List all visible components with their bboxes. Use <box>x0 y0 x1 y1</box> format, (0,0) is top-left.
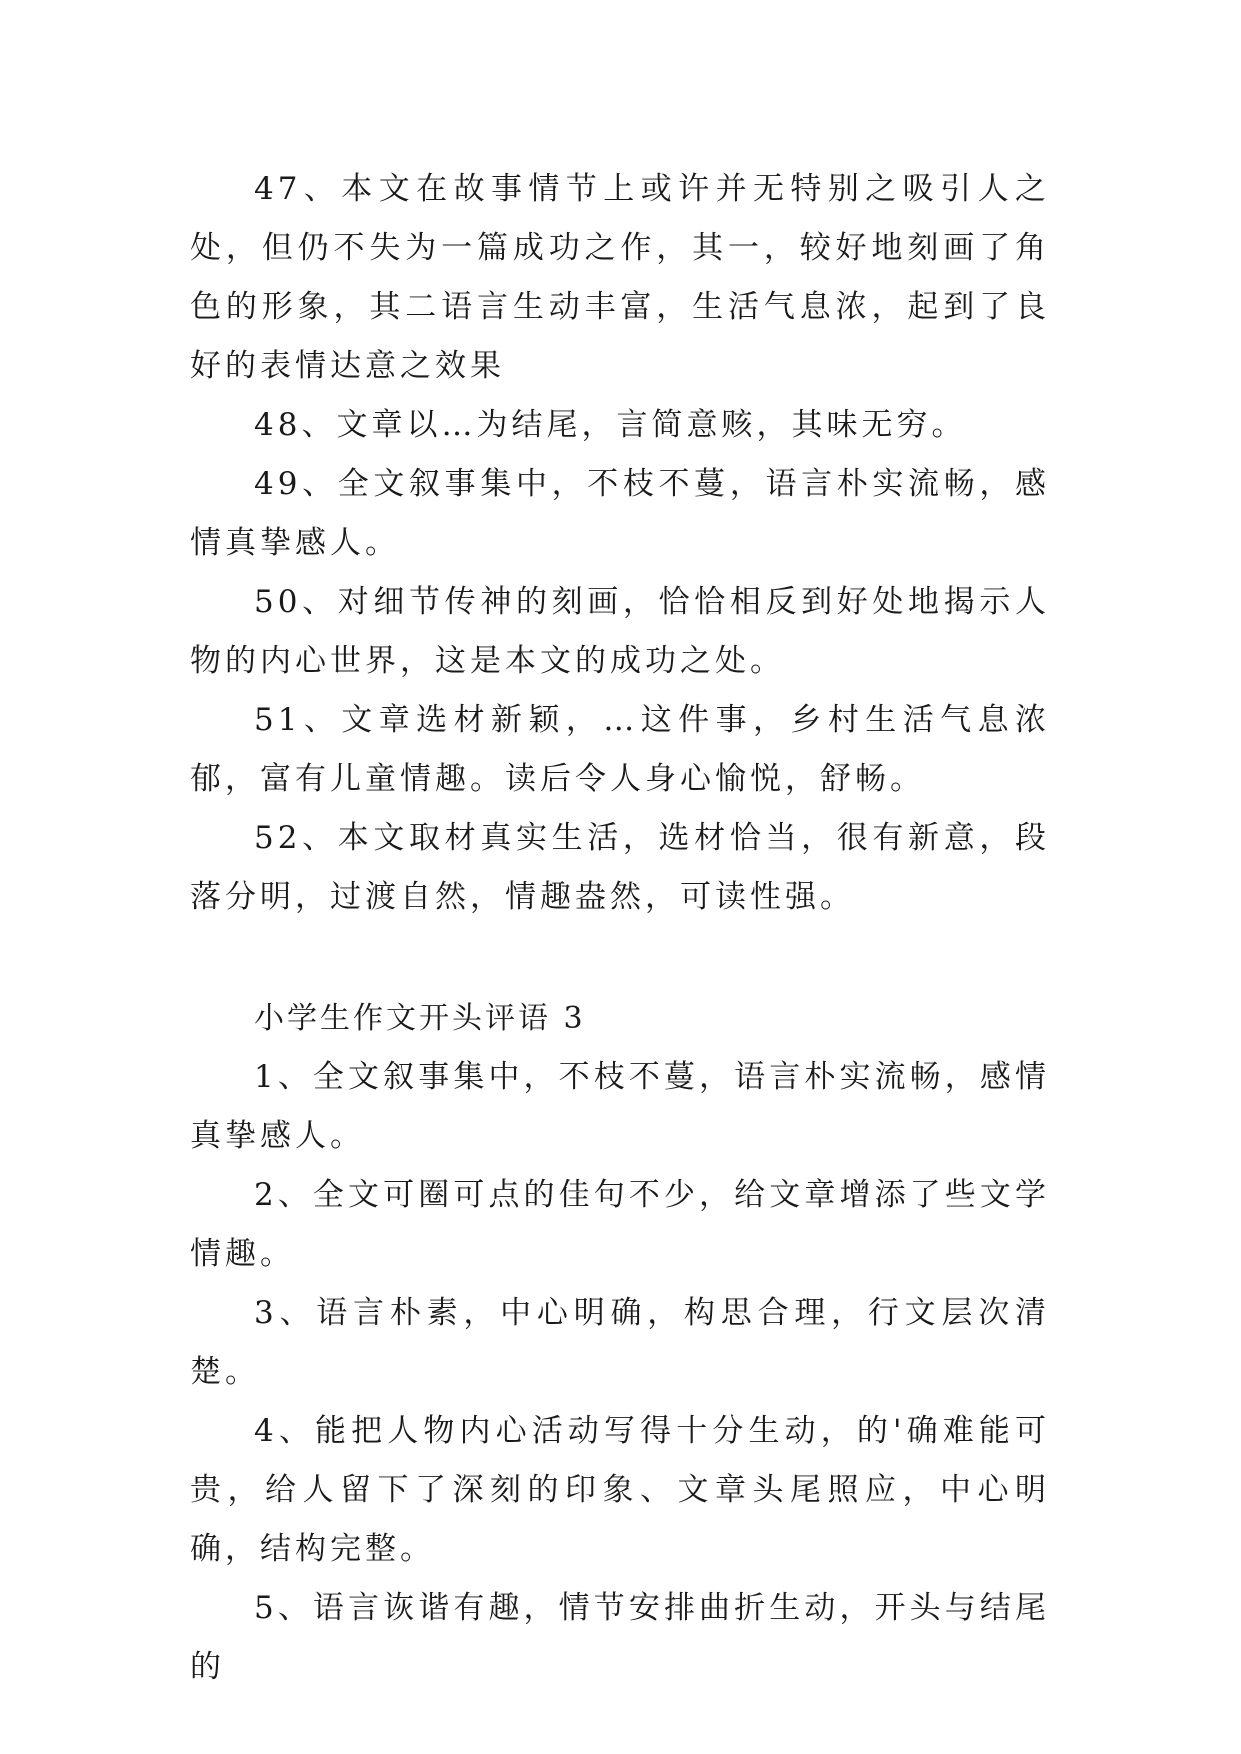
comment-paragraph: 4、能把人物内心活动写得十分生动，的'确难能可贵，给人留下了深刻的印象、文章头尾照应，中心明确，结构完整。 <box>190 1413 1050 1567</box>
comment-paragraph: 49、全文叙事集中，不枝不蔓，语言朴实流畅，感情真挚感人。 <box>190 466 1050 561</box>
comment-paragraph: 47、本文在故事情节上或许并无特别之吸引人之处，但仍不失为一篇成功之作，其一，较好地刻画了角色的形象，其二语言生动丰富，生活气息浓，起到了良好的表情达意之效果 <box>190 171 1050 384</box>
comment-paragraph: 2、全文可圈可点的佳句不少，给文章增添了些文学情趣。 <box>190 1177 1050 1272</box>
comment-paragraph: 1、全文叙事集中，不枝不蔓，语言朴实流畅，感情真挚感人。 <box>190 1059 1050 1154</box>
comment-paragraph: 3、语言朴素，中心明确，构思合理，行文层次清楚。 <box>190 1295 1050 1390</box>
comment-paragraph: 52、本文取材真实生活，选材恰当，很有新意，段落分明，过渡自然，情趣盎然，可读性强。 <box>190 820 1050 915</box>
comment-paragraph: 51、文章选材新颖，…这件事，乡村生活气息浓郁，富有儿童情趣。读后令人身心愉悦，舒畅。 <box>190 702 1050 797</box>
section-heading: 小学生作文开头评语 3 <box>254 1001 586 1036</box>
comment-paragraph: 5、语言诙谐有趣，情节安排曲折生动，开头与结尾的 <box>190 1590 1050 1685</box>
document-body <box>190 160 1050 1697</box>
comment-paragraph: 50、对细节传神的刻画，恰恰相反到好处地揭示人物的内心世界，这是本文的成功之处。 <box>190 584 1050 679</box>
comment-paragraph: 48、文章以…为结尾，言简意赅，其味无穷。 <box>254 407 967 443</box>
